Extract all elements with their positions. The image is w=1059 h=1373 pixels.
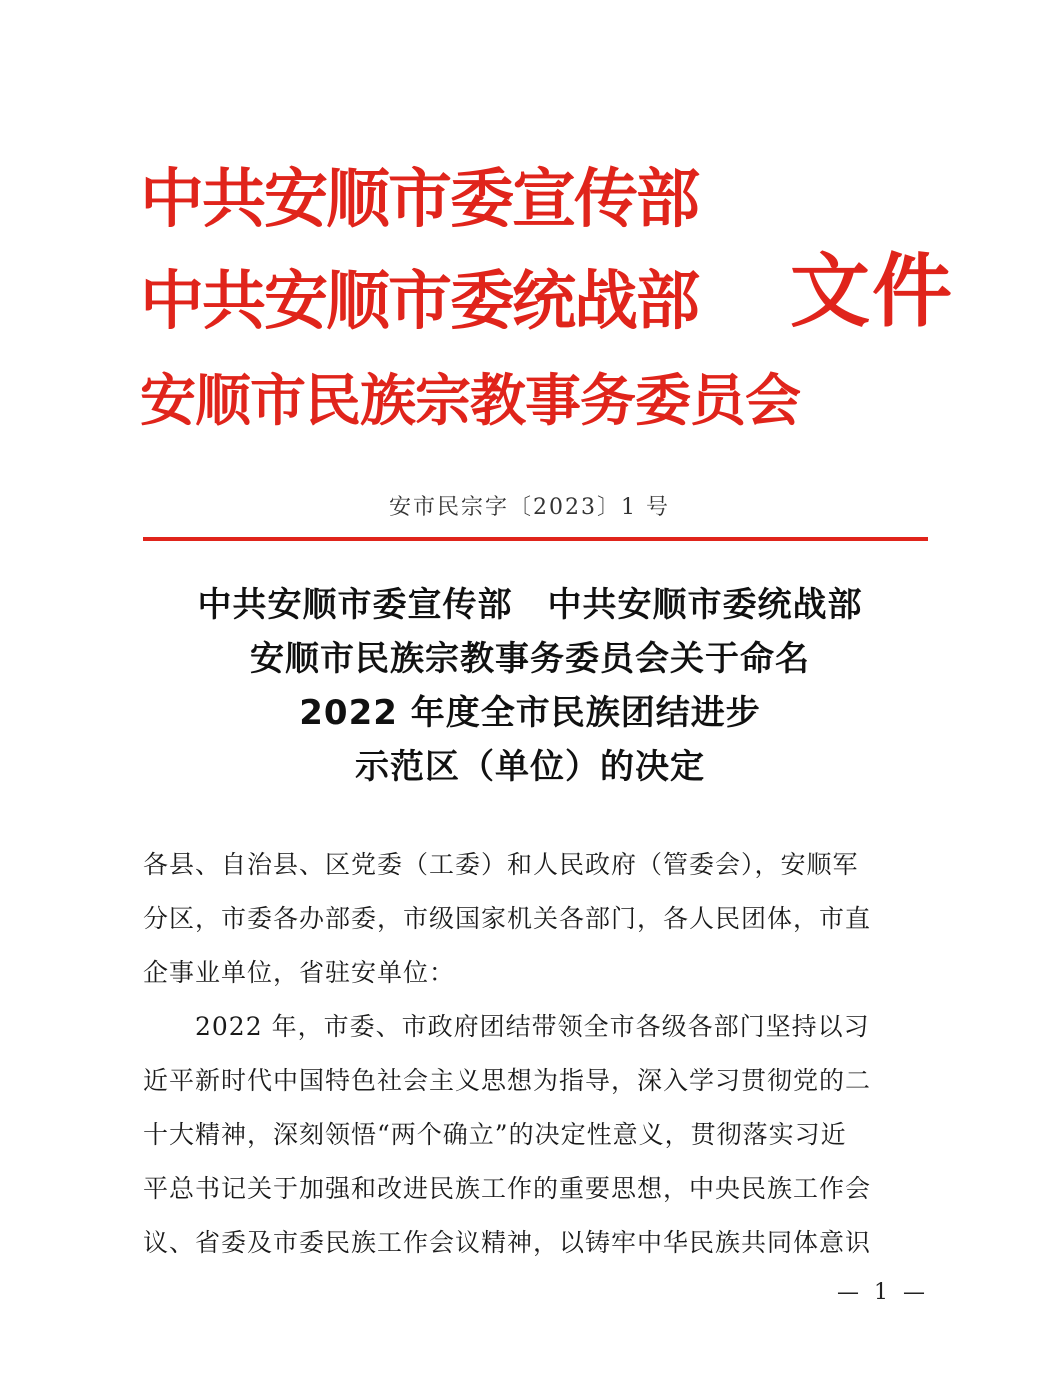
document-number: 安市民宗字〔2023〕1 号 (389, 495, 670, 520)
document-body (143, 838, 933, 1270)
document-title (130, 578, 930, 794)
title-line: 2022 年度全市民族团结进步 (299, 693, 761, 733)
issuing-org-ethnic-religious-affairs: 安顺市民族宗教事务委员会 (140, 369, 800, 434)
issuing-org-propaganda: 中共安顺市委宣传部 (140, 163, 698, 237)
title-line: 中共安顺市委宣传部 中共安顺市委统战部 (197, 585, 863, 625)
red-divider-line (143, 537, 928, 541)
body-line: 平总书记关于加强和改进民族工作的重要思想，中央民族工作会 (143, 1174, 872, 1203)
body-line: 2022 年，市委、市政府团结带领全市各级各部门坚持以习 (195, 1012, 870, 1041)
title-line: 安顺市民族宗教事务委员会关于命名 (250, 639, 810, 679)
issuing-org-united-front: 中共安顺市委统战部 (140, 265, 698, 339)
addressee-line: 各县、自治县、区党委（工委）和人民政府（管委会），安顺军 (143, 850, 859, 879)
body-paragraph (143, 1000, 933, 1270)
body-line: 十大精神，深刻领悟“两个确立”的决定性意义，贯彻落实习近 (143, 1120, 847, 1149)
body-line: 议、省委及市委民族工作会议精神，以铸牢中华民族共同体意识 (143, 1228, 872, 1257)
addressee-line: 企事业单位，省驻安单位： (143, 958, 456, 987)
addressee-paragraph (143, 838, 933, 1000)
body-line: 近平新时代中国特色社会主义思想为指导，深入学习贯彻党的二 (143, 1066, 872, 1095)
page-number: — 1 — (837, 1280, 929, 1305)
doc-type-label: 文件 (790, 245, 954, 338)
addressee-line: 分区，市委各办部委，市级国家机关各部门，各人民团体，市直 (143, 904, 872, 933)
title-line: 示范区（单位）的决定 (355, 747, 705, 787)
document-header (140, 150, 960, 440)
